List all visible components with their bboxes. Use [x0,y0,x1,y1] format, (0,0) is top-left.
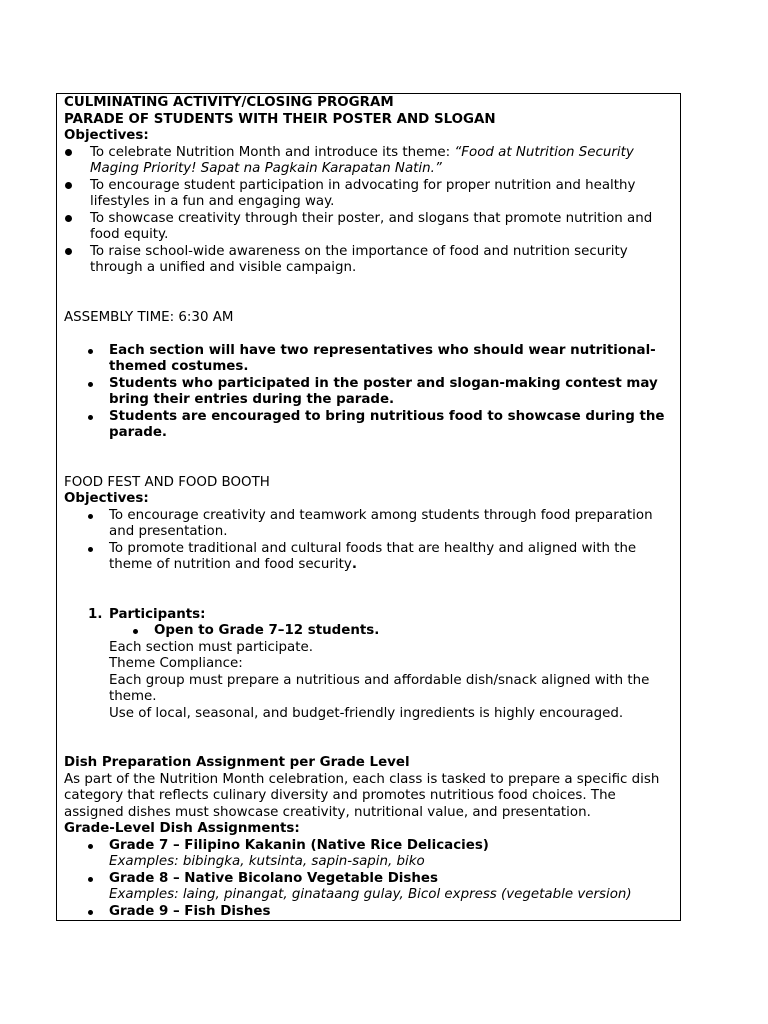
list-item: To encourage creativity and teamwork among students through food preparation and presentation. [64,508,676,541]
participants-list [64,607,676,723]
list-item: To celebrate Nutrition Month and introduce its theme: “Food at Nutrition Security Maging Priority! Sapat na Pagkain Karapatan Natin.” [64,145,676,178]
program-title: CULMINATING ACTIVITY/CLOSING PROGRAM [64,95,394,110]
list-item: Each section will have two representatives who should wear nutritional-themed costumes. [64,343,676,376]
participants-sub-list [109,623,676,640]
document-content [64,95,676,920]
list-item: Grade 7 – Filipino Kakanin (Native Rice Delicacies) Examples: bibingka, kutsinta, sapin-sapin, biko [64,838,676,871]
theme-compliance-label: Theme Compliance: [109,656,243,671]
assembly-time: ASSEMBLY TIME: 6:30 AM [64,309,234,325]
theme-compliance-rule: Each group must prepare a nutritious and affordable dish/snack aligned with the theme. [109,672,650,704]
list-item: To raise school-wide awareness on the importance of food and nutrition security through a unified and visible campaign. [64,244,676,277]
food-fest-objectives-label: Objectives: [64,491,149,506]
food-fest-title: FOOD FEST AND FOOD BOOTH [64,474,270,490]
objectives-label: Objectives: [64,128,149,143]
list-item: To encourage student participation in advocating for proper nutrition and healthy lifestyles in a fun and engaging way. [64,178,676,211]
parade-title: PARADE OF STUDENTS WITH THEIR POSTER AND SLOGAN [64,111,496,127]
parade-objectives-list [64,145,676,277]
list-item: To promote traditional and cultural foods that are healthy and aligned with the theme of nutrition and food security. [64,541,676,574]
participation-rule: Each section must participate. [109,639,313,655]
grade-assignments-list [64,838,676,921]
ingredients-rule: Use of local, seasonal, and budget-friendly ingredients is highly encouraged. [109,705,624,721]
list-item: To showcase creativity through their poster, and slogans that promote nutrition and food equity. [64,211,676,244]
dish-intro: As part of the Nutrition Month celebration, each class is tasked to prepare a specific dish category that reflects culinary diversity and promotes nutritious food choices. The assigned dishes must showcase creativity, nutritional value, and presentation. [64,771,660,820]
list-item: Grade 8 – Native Bicolano Vegetable Dishes Examples: laing, pinangat, ginataang gulay, Bicol express (vegetable version) [64,871,676,904]
list-item: Students are encouraged to bring nutritious food to showcase during the parade. [64,409,676,442]
document-box [56,93,681,921]
list-item: Students who participated in the poster and slogan-making contest may bring their entries during the parade. [64,376,676,409]
list-item: Open to Grade 7–12 students. [64,623,676,640]
list-item: Grade 9 – Fish Dishes [64,904,676,921]
food-fest-objectives-list [64,508,676,574]
assembly-list [64,343,676,442]
assignments-label: Grade-Level Dish Assignments: [64,821,300,836]
dish-title: Dish Preparation Assignment per Grade Level [64,755,410,770]
list-item: 1. Participants: Open to Grade 7–12 students. Each section must participate. Theme Compliance: Each group must prepare a nutritious and affordable dish/snack aligned with the theme. Use of local, seasonal, and budget-friendly ingredients is highly encouraged. [64,607,676,723]
